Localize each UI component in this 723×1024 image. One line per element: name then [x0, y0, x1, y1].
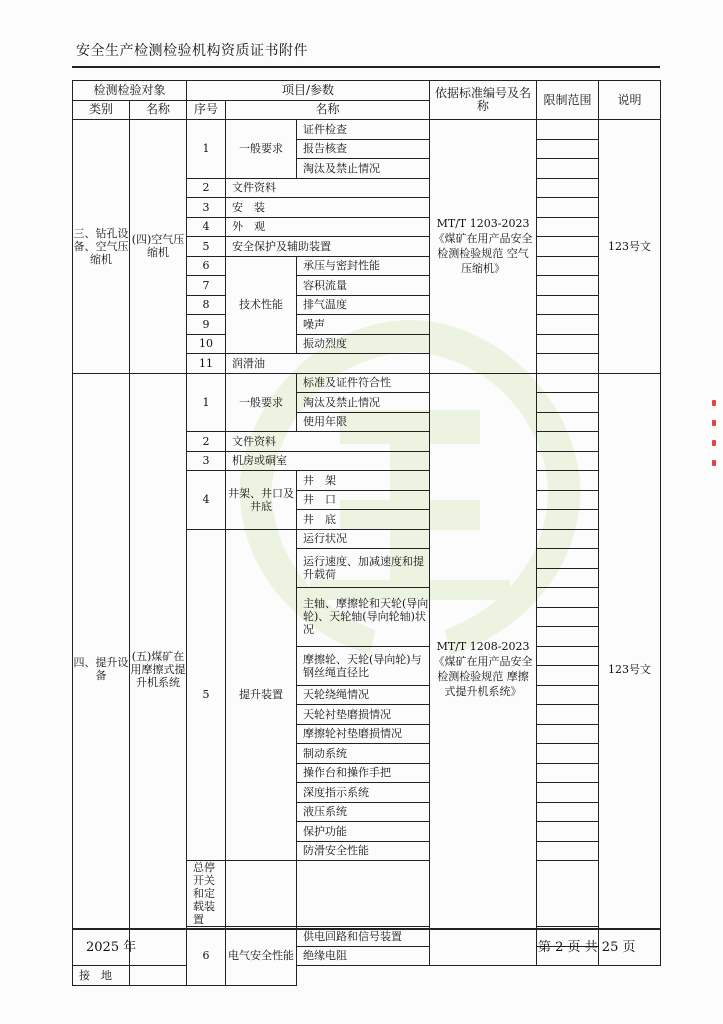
limit-cell	[537, 471, 599, 491]
header-rule	[72, 66, 660, 68]
sub-item-cell: 供电回路和信号装置	[297, 927, 430, 947]
seq-cell: 2	[187, 178, 226, 198]
item-cell: 一般要求	[226, 120, 297, 179]
group1-category: 三、钻孔设备、空气压缩机	[73, 120, 130, 374]
header-seq: 序号	[187, 100, 226, 120]
seq-cell: 1	[187, 373, 226, 432]
group2-standard: MT/T 1208-2023《煤矿在用产品安全检测检验规范 摩擦式提升机系统》	[430, 373, 537, 966]
limit-cell	[537, 315, 599, 335]
sub-item-cell: 接 地	[73, 966, 130, 986]
limit-cell	[537, 627, 599, 647]
seq-cell: 11	[187, 354, 226, 374]
item-cell: 润滑油	[226, 354, 430, 374]
seq-cell: 6	[187, 256, 226, 276]
seq-cell: 2	[187, 432, 226, 452]
sub-item-cell: 淘汰及禁止情况	[297, 159, 430, 179]
limit-cell	[537, 490, 599, 510]
group1-name: (四)空气压缩机	[130, 120, 187, 374]
limit-cell	[537, 568, 599, 588]
sub-item-cell: 液压系统	[297, 802, 430, 822]
limit-cell	[537, 685, 599, 705]
limit-cell	[537, 393, 599, 413]
seq-cell: 4	[187, 471, 226, 530]
limit-cell	[537, 198, 599, 218]
sub-item-cell: 摩擦轮、天轮(导向轮)与钢丝绳直径比	[297, 646, 430, 685]
header-object: 检测检验对象	[73, 81, 187, 101]
limit-cell	[537, 607, 599, 627]
limit-cell	[537, 529, 599, 549]
item-cell: 机房或硐室	[226, 451, 430, 471]
item-cell: 文件资料	[226, 432, 430, 452]
group2-name: (五)煤矿在用摩擦式提升机系统	[130, 373, 187, 966]
seq-cell: 5	[187, 237, 226, 257]
sub-item-cell: 井 架	[297, 471, 430, 491]
sub-item-cell: 制动系统	[297, 744, 430, 764]
sub-item-cell: 摩擦轮衬垫磨损情况	[297, 724, 430, 744]
limit-cell	[537, 822, 599, 842]
item-cell: 安 装	[226, 198, 430, 218]
seq-cell: 4	[187, 217, 226, 237]
limit-cell	[537, 841, 599, 861]
header-item-param: 项目/参数	[187, 81, 430, 101]
limit-cell	[130, 966, 187, 986]
footer-page-number: 第 2 页 共 25 页	[538, 940, 636, 955]
sub-item-cell: 报告核查	[297, 139, 430, 159]
seq-cell: 5	[187, 529, 226, 861]
sub-item-cell: 容积流量	[297, 276, 430, 296]
sub-item-cell: 噪声	[297, 315, 430, 335]
limit-cell	[537, 802, 599, 822]
item-cell: 文件资料	[226, 178, 430, 198]
group1-note: 123号文	[599, 120, 661, 374]
limit-cell	[537, 744, 599, 764]
limit-cell	[537, 120, 599, 140]
limit-cell	[537, 763, 599, 783]
limit-cell	[537, 724, 599, 744]
seq-cell: 7	[187, 276, 226, 296]
seq-cell: 8	[187, 295, 226, 315]
header-name: 名称	[130, 100, 187, 120]
limit-cell	[537, 373, 599, 393]
limit-cell	[537, 666, 599, 686]
seq-cell: 3	[187, 198, 226, 218]
limit-cell	[537, 783, 599, 803]
sub-item-cell: 排气温度	[297, 295, 430, 315]
sub-item-cell: 运行速度、加减速度和提升载荷	[297, 549, 430, 588]
limit-cell	[537, 237, 599, 257]
limit-cell	[537, 646, 599, 666]
sub-item-cell: 天轮衬垫磨损情况	[297, 705, 430, 725]
sub-item-cell: 承压与密封性能	[297, 256, 430, 276]
item-cell: 井架、井口及井底	[226, 471, 297, 530]
limit-cell	[537, 159, 599, 179]
seq-cell: 9	[187, 315, 226, 335]
limit-cell	[537, 334, 599, 354]
limit-cell	[537, 139, 599, 159]
limit-cell	[537, 510, 599, 530]
sub-item-cell: 主轴、摩擦轮和天轮(导向轮)、天轮轴(导向轮轴)状况	[297, 588, 430, 647]
sub-item-cell: 运行状况	[297, 529, 430, 549]
limit-cell	[537, 178, 599, 198]
item-cell: 提升装置	[226, 529, 297, 861]
edge-stain-marks	[712, 400, 718, 510]
sub-item-cell: 防滑安全性能	[297, 841, 430, 861]
item-cell: 技术性能	[226, 256, 297, 354]
header-item-name: 名称	[226, 100, 430, 120]
group1-standard: MT/T 1203-2023《煤矿在用产品安全检测检验规范 空气压缩机》	[430, 120, 537, 374]
seq-cell: 6	[187, 927, 226, 986]
header-note: 说明	[599, 81, 661, 120]
footer-rule	[72, 928, 660, 930]
sub-item-cell: 淘汰及禁止情况	[297, 393, 430, 413]
sub-item-cell: 井 口	[297, 490, 430, 510]
header-limit: 限制范围	[537, 81, 599, 120]
item-cell: 电气安全性能	[226, 927, 297, 986]
limit-cell	[537, 705, 599, 725]
item-cell: 安全保护及辅助装置	[226, 237, 430, 257]
sub-item-cell: 总停开关和定载装置	[187, 861, 226, 927]
limit-cell	[537, 412, 599, 432]
seq-cell: 10	[187, 334, 226, 354]
sub-item-cell: 振动烈度	[297, 334, 430, 354]
sub-item-cell: 深度指示系统	[297, 783, 430, 803]
sub-item-cell: 使用年限	[297, 412, 430, 432]
sub-item-cell: 标准及证件符合性	[297, 373, 430, 393]
limit-cell	[537, 451, 599, 471]
header-category: 类别	[73, 100, 130, 120]
sub-item-cell: 保护功能	[297, 822, 430, 842]
item-cell: 外 观	[226, 217, 430, 237]
sub-item-cell: 天轮绕绳情况	[297, 685, 430, 705]
seq-cell: 1	[187, 120, 226, 179]
limit-cell	[537, 549, 599, 569]
sub-item-cell: 证件检查	[297, 120, 430, 140]
limit-cell	[226, 861, 297, 927]
seq-cell: 3	[187, 451, 226, 471]
limit-cell	[537, 295, 599, 315]
header-standard: 依据标准编号及名称	[430, 81, 537, 120]
limit-cell	[537, 276, 599, 296]
group2-note: 123号文	[599, 373, 661, 966]
limit-cell	[537, 256, 599, 276]
sub-item-cell: 井 底	[297, 510, 430, 530]
page-header: 安全生产检测检验机构资质证书附件	[76, 43, 308, 59]
footer-year: 2025 年	[86, 940, 137, 955]
sub-item-cell: 操作台和操作手把	[297, 763, 430, 783]
limit-cell	[537, 217, 599, 237]
sub-item-cell: 绝缘电阻	[297, 946, 430, 966]
limit-cell	[537, 432, 599, 452]
item-cell: 一般要求	[226, 373, 297, 432]
limit-cell	[537, 354, 599, 374]
qualification-table	[72, 80, 661, 986]
limit-cell	[537, 588, 599, 608]
group2-category: 四、提升设备	[73, 373, 130, 966]
